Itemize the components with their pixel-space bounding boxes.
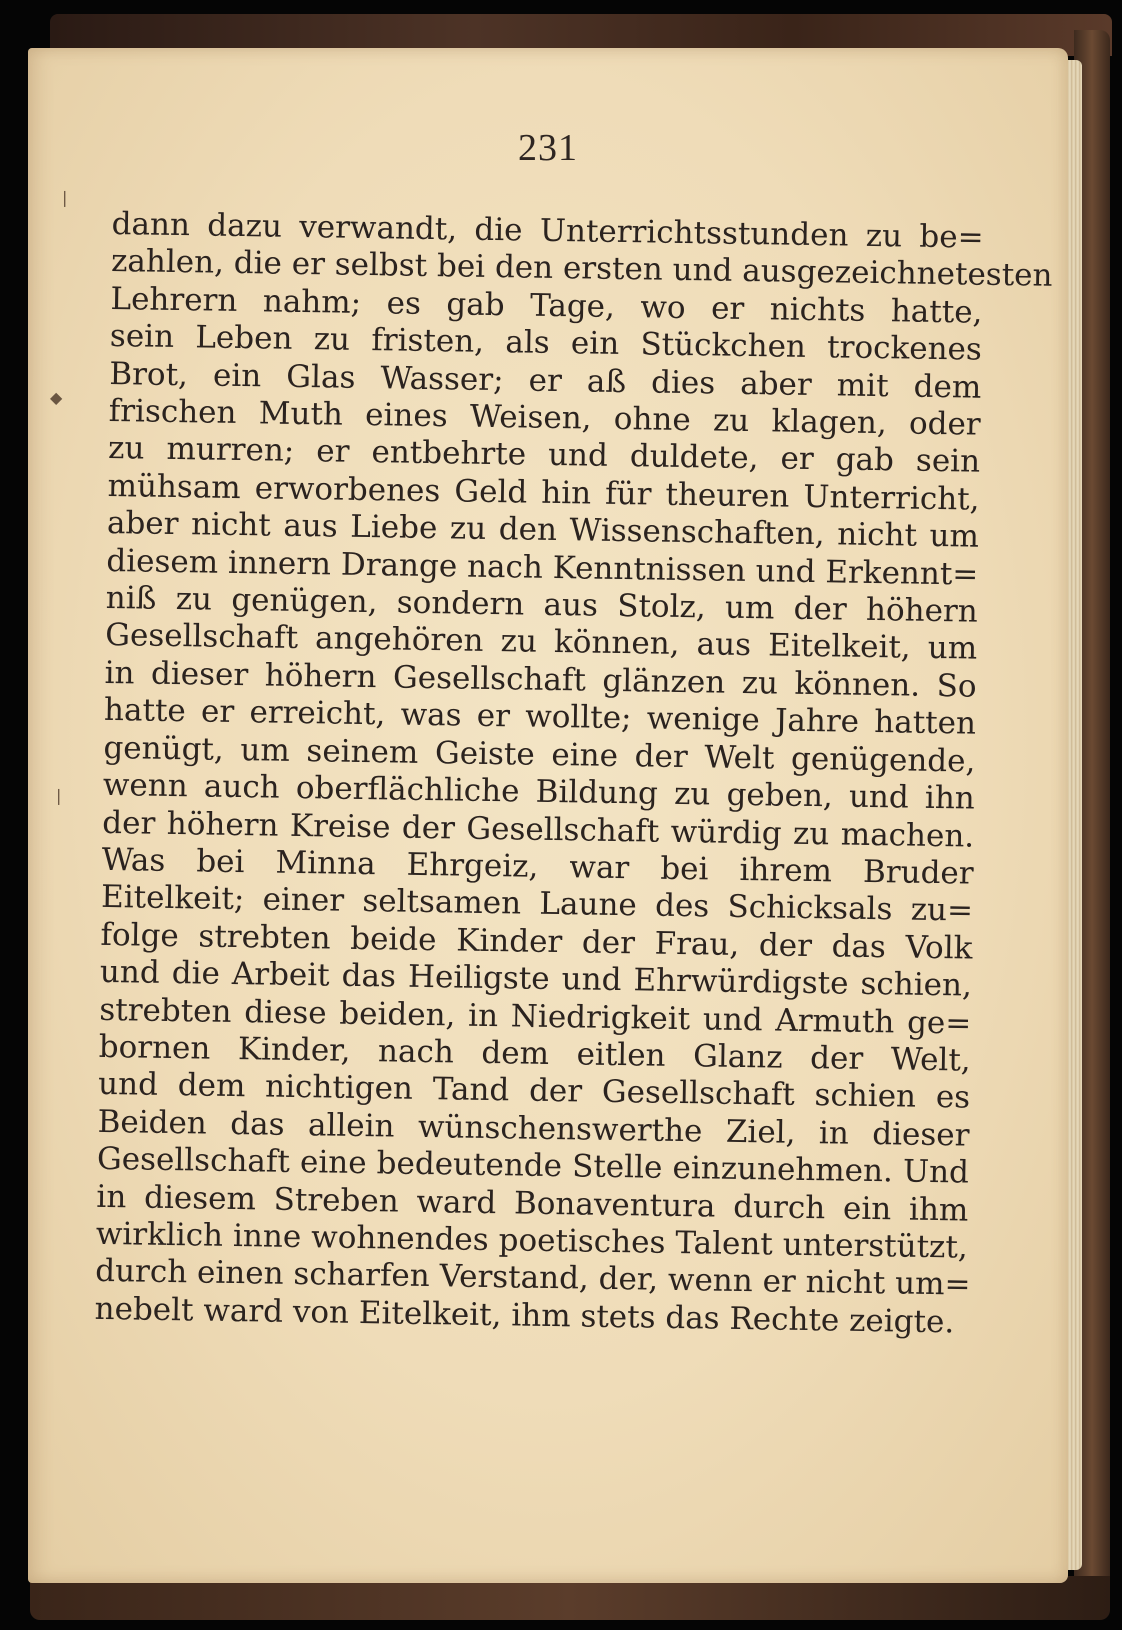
text-line: in dieser höhern Gesellschaft glänzen zu können. So [104,654,977,705]
text-line: strebten diese beiden, in Niedrigkeit und Armuth ge= [99,991,972,1042]
text-line: sein Leben zu fristen, als ein Stückchen trockenes [109,318,983,368]
margin-mark: ❘ [52,786,66,805]
text-line: wenn auch oberflächliche Bildung zu geben, und ihn [102,767,976,817]
text-line: der höhern Kreise der Gesellschaft würdig zu machen. [102,804,975,855]
text-line: und dem nichtigen Tand der Gesellschaft schien es [97,1066,971,1116]
margin-mark: ◆ [50,388,63,407]
text-line: folge strebten beide Kinder der Frau, der das Volk [100,916,973,967]
text-line: mühsam erworbenes Geld hin für theuren Unterricht, [107,467,980,518]
text-line: Gesellschaft angehören zu können, aus Eitelkeit, um [104,617,978,668]
text-line: nebelt ward von Eitelkeit, ihm stets das Rechte zeigte. [94,1290,955,1341]
text-line: Beiden das allein wünschenswerthe Ziel, in dieser [97,1103,970,1154]
text-line: hatte er erreicht, was er wollte; wenige Jahre hatten [103,692,977,742]
text-line: Brot, ein Glas Wasser; er aß dies aber mit dem [109,355,982,406]
text-line: bornen Kinder, nach dem eitlen Glanz der Welt, [98,1028,971,1079]
text-line: aber nicht aus Liebe zu den Wissenschaften, nicht um [106,505,980,555]
page-number: 231 [518,127,578,169]
book-page [28,48,1068,1583]
text-line: Eitelkeit; einer seltsamen Laune des Schicksals zu= [100,879,974,929]
text-line: genügt, um seinem Geiste eine der Welt genügende, [103,729,976,780]
text-line: diesem innern Drange nach Kenntnissen und Erkennt= [106,542,979,593]
text-line: Lehrern nahm; es gab Tage, wo er nichts hatte, [110,280,983,331]
text-line: frischen Muth eines Weisen, ohne zu klagen, oder [108,393,981,443]
text-line: Was bei Minna Ehrgeiz, war bei ihrem Bruder [101,841,974,892]
page-text [94,206,1053,1342]
text-line: niß zu genügen, sondern aus Stolz, um der höhern [105,580,979,630]
text-line: zu murren; er entbehrte und duldete, er gab sein [107,430,981,481]
margin-mark: ❘ [58,188,72,207]
text-line: Gesellschaft eine bedeutende Stelle einzunehmen. Und [96,1141,970,1191]
text-line: wirklich inne wohnendes poetisches Talent unterstützt, [95,1215,969,1266]
text-line: in diesem Streben ward Bonaventura durch ein ihm [96,1178,969,1229]
text-line: und die Arbeit das Heiligste und Ehrwürdigste schien, [99,954,973,1004]
text-line: dann dazu verwandt, die Unterrichtsstunden zu be= [111,206,984,256]
text-line: durch einen scharfen Verstand, der, wenn er nicht um= [94,1253,971,1303]
text-line: zahlen, die er selbst bei den ersten und ausgezeichnetesten [110,243,1053,295]
